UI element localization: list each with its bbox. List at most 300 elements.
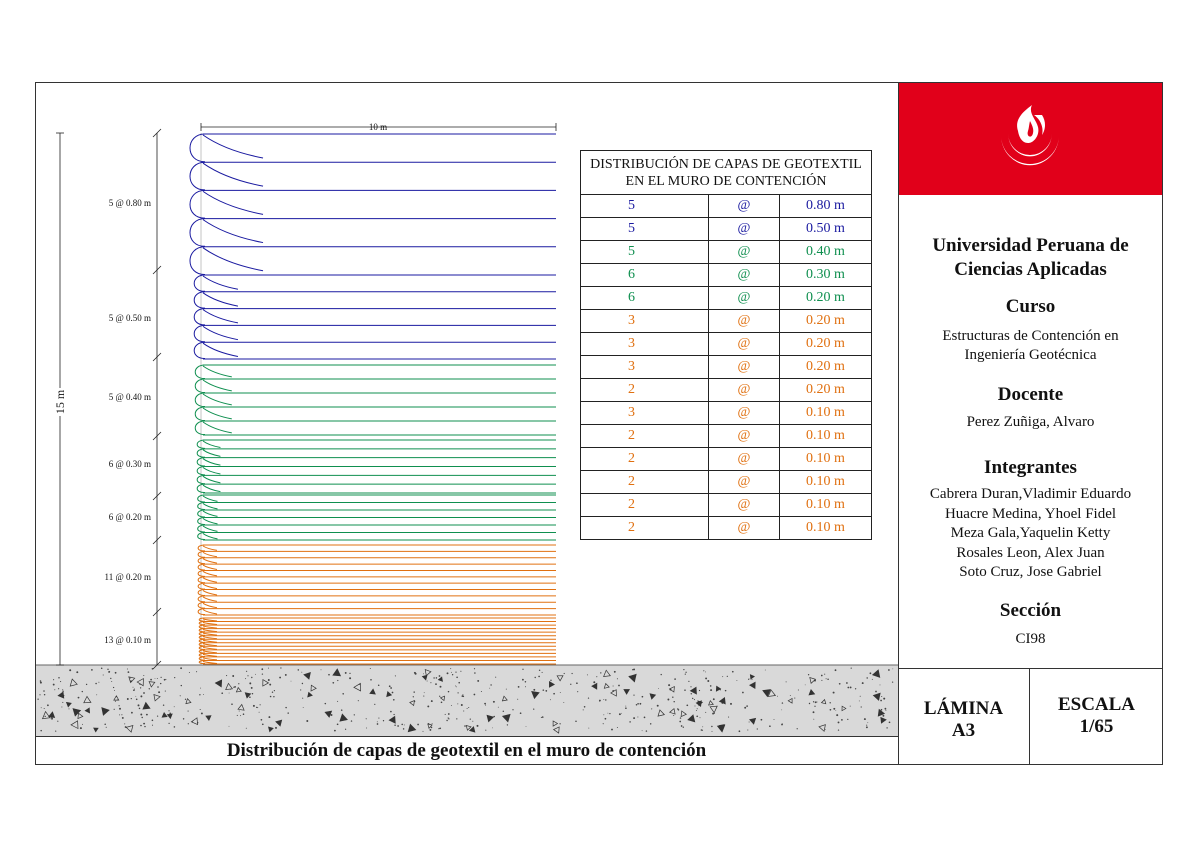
ground-speck bbox=[702, 726, 703, 727]
ground-speck bbox=[104, 723, 106, 725]
ground-speck bbox=[451, 705, 452, 706]
ground-speck bbox=[484, 703, 486, 705]
at-symbol-cell: @ bbox=[709, 333, 780, 356]
ground-speck bbox=[161, 677, 162, 678]
teacher-name: Perez Zuñiga, Alvaro bbox=[966, 414, 1095, 430]
ground-speck bbox=[392, 692, 394, 694]
geotextile-wrap bbox=[198, 503, 218, 510]
ground-speck bbox=[545, 690, 547, 692]
member-name: Huacre Medina, Yhoel Fidel bbox=[944, 505, 1117, 522]
ground-speck bbox=[370, 668, 371, 669]
ground-speck bbox=[152, 720, 154, 722]
ground-speck bbox=[377, 721, 378, 722]
ground-speck bbox=[786, 681, 787, 682]
ground-speck bbox=[633, 694, 634, 695]
ground-speck bbox=[485, 705, 486, 706]
ground-speck bbox=[44, 694, 45, 695]
ground-speck bbox=[769, 725, 771, 727]
ground-speck bbox=[300, 689, 301, 690]
table-header bbox=[581, 151, 872, 195]
ground-speck bbox=[761, 719, 763, 721]
ground-speck bbox=[229, 693, 230, 694]
ground-speck bbox=[54, 689, 55, 690]
ground-speck bbox=[872, 679, 873, 680]
ground-speck bbox=[455, 685, 456, 686]
ground-speck bbox=[472, 721, 473, 722]
ground-speck bbox=[229, 726, 230, 727]
ground-speck bbox=[870, 672, 872, 674]
ground-speck bbox=[588, 697, 589, 698]
table-header-row bbox=[581, 151, 872, 195]
ground-speck bbox=[644, 717, 646, 719]
ground-speck bbox=[880, 700, 882, 702]
ground-speck bbox=[866, 725, 867, 726]
ground-speck bbox=[462, 694, 463, 695]
ground-speck bbox=[157, 678, 158, 679]
ground-speck bbox=[797, 728, 798, 729]
ground-speck bbox=[703, 670, 704, 671]
ground-speck bbox=[427, 705, 429, 707]
ground-speck bbox=[736, 680, 737, 681]
layer-count-cell: 5 bbox=[581, 195, 709, 218]
ground-speck bbox=[226, 675, 227, 676]
ground-speck bbox=[749, 722, 750, 723]
ground-speck bbox=[685, 672, 686, 673]
ground-speck bbox=[139, 708, 141, 710]
ground-speck bbox=[370, 679, 372, 681]
ground-speck bbox=[629, 721, 631, 723]
ground-speck bbox=[91, 669, 93, 671]
ground-speck bbox=[53, 684, 55, 686]
table-row bbox=[581, 356, 872, 379]
sheet-label: LÁMINA bbox=[923, 698, 1004, 719]
ground-speck bbox=[430, 682, 431, 683]
ground-speck bbox=[133, 687, 134, 688]
ground-speck bbox=[839, 683, 841, 685]
ground-speck bbox=[143, 675, 144, 676]
upc-logo-icon bbox=[899, 83, 1162, 195]
ground-speck bbox=[805, 684, 806, 685]
ground-speck bbox=[429, 729, 431, 731]
ground-speck bbox=[121, 714, 122, 715]
ground-speck bbox=[458, 682, 460, 684]
ground-speck bbox=[40, 730, 42, 732]
ground-speck bbox=[576, 682, 578, 684]
ground-speck bbox=[270, 696, 272, 698]
ground-speck bbox=[603, 699, 604, 700]
ground-speck bbox=[62, 689, 63, 690]
ground-speck bbox=[781, 724, 783, 726]
table-row bbox=[581, 310, 872, 333]
ground-speck bbox=[58, 688, 59, 689]
ground-speck bbox=[542, 716, 544, 718]
ground-speck bbox=[390, 687, 392, 689]
ground-speck bbox=[621, 713, 622, 714]
ground-speck bbox=[696, 710, 697, 711]
layer-count-cell: 6 bbox=[581, 264, 709, 287]
ground-speck bbox=[882, 715, 884, 717]
ground-speck bbox=[794, 698, 795, 699]
ground-speck bbox=[337, 723, 339, 725]
ground-speck bbox=[114, 709, 115, 710]
ground-speck bbox=[867, 722, 868, 723]
ground-speck bbox=[245, 678, 246, 679]
ground-speck bbox=[131, 698, 132, 699]
ground-speck bbox=[461, 704, 463, 706]
geotextile-wrap bbox=[197, 440, 220, 448]
ground-speck bbox=[366, 718, 367, 719]
ground-speck bbox=[261, 668, 263, 670]
ground-speck bbox=[273, 696, 274, 697]
ground-speck bbox=[744, 707, 746, 709]
ground-speck bbox=[880, 684, 881, 685]
ground-speck bbox=[747, 729, 748, 730]
ground-speck bbox=[739, 730, 741, 732]
ground-speck bbox=[821, 680, 822, 681]
ground-speck bbox=[777, 696, 778, 697]
ground-speck bbox=[164, 679, 166, 681]
section-dimension-label: 5 @ 0.80 m bbox=[108, 198, 151, 208]
ground-speck bbox=[140, 725, 142, 727]
ground-speck bbox=[301, 672, 302, 673]
ground-speck bbox=[611, 729, 613, 731]
ground-speck bbox=[243, 713, 245, 715]
spacing-cell: 0.20 m bbox=[780, 379, 872, 402]
ground-speck bbox=[609, 713, 610, 714]
ground-speck bbox=[600, 672, 601, 673]
layer-count-cell: 2 bbox=[581, 517, 709, 540]
ground-speck bbox=[468, 707, 469, 708]
layer-count-cell: 3 bbox=[581, 356, 709, 379]
ground-speck bbox=[395, 675, 396, 676]
ground-speck bbox=[525, 681, 527, 683]
ground-speck bbox=[274, 690, 275, 691]
ground-speck bbox=[334, 730, 336, 732]
ground-speck bbox=[575, 720, 577, 722]
ground-speck bbox=[535, 677, 536, 678]
ground-speck bbox=[95, 683, 97, 685]
ground-speck bbox=[287, 712, 288, 713]
layer-count-cell: 6 bbox=[581, 287, 709, 310]
ground-speck bbox=[332, 682, 334, 684]
table-row bbox=[581, 333, 872, 356]
ground-speck bbox=[233, 687, 234, 688]
ground-speck bbox=[439, 696, 440, 697]
ground-speck bbox=[134, 689, 135, 690]
at-symbol-cell: @ bbox=[709, 356, 780, 379]
teacher-heading: Docente bbox=[997, 384, 1064, 405]
ground-speck bbox=[240, 715, 241, 716]
ground-speck bbox=[452, 674, 453, 675]
ground-speck bbox=[157, 686, 159, 688]
at-symbol-cell: @ bbox=[709, 425, 780, 448]
geotextile-wrap bbox=[197, 449, 220, 457]
ground-speck bbox=[727, 676, 728, 677]
ground-speck bbox=[40, 682, 42, 684]
ground-speck bbox=[275, 727, 277, 729]
ground-speck bbox=[231, 703, 233, 705]
at-symbol-cell: @ bbox=[709, 402, 780, 425]
spacing-cell: 0.10 m bbox=[780, 494, 872, 517]
ground-speck bbox=[61, 707, 62, 708]
ground-speck bbox=[470, 718, 471, 719]
ground-speck bbox=[143, 692, 145, 694]
geotextile-wrap bbox=[198, 510, 218, 517]
layer-count-cell: 2 bbox=[581, 379, 709, 402]
ground-speck bbox=[337, 701, 338, 702]
ground-speck bbox=[39, 694, 40, 695]
ground-speck bbox=[349, 677, 351, 679]
ground-speck bbox=[886, 727, 887, 728]
ground-speck bbox=[862, 682, 864, 684]
width-dimension-label: 10 m bbox=[368, 122, 388, 132]
section-dimension-labels bbox=[104, 198, 151, 645]
members-list bbox=[898, 485, 1163, 583]
ground-speck bbox=[246, 728, 247, 729]
ground-speck bbox=[813, 701, 814, 702]
ground-speck bbox=[252, 693, 253, 694]
ground-speck bbox=[448, 717, 449, 718]
ground-speck bbox=[146, 714, 148, 716]
ground-speck bbox=[446, 720, 447, 721]
ground-speck bbox=[183, 718, 184, 719]
ground-speck bbox=[765, 670, 766, 671]
ground-speck bbox=[477, 725, 479, 727]
ground-speck bbox=[699, 690, 700, 691]
ground-speck bbox=[113, 687, 114, 688]
ground-speck bbox=[774, 719, 775, 720]
ground-speck bbox=[401, 724, 403, 726]
ground-speck bbox=[697, 708, 698, 709]
ground-speck bbox=[366, 728, 367, 729]
ground-speck bbox=[883, 698, 885, 700]
ground-speck bbox=[821, 675, 823, 677]
ground-speck bbox=[847, 687, 849, 689]
ground-speck bbox=[625, 706, 626, 707]
ground-speck bbox=[262, 723, 264, 725]
ground-speck bbox=[60, 681, 61, 682]
ground-speck bbox=[866, 677, 867, 678]
table-row bbox=[581, 218, 872, 241]
ground-speck bbox=[492, 728, 493, 729]
ground-speck bbox=[553, 693, 555, 695]
ground-speck bbox=[448, 691, 450, 693]
ground-speck bbox=[892, 681, 893, 682]
ground-speck bbox=[455, 671, 456, 672]
ground-speck bbox=[577, 691, 578, 692]
spacing-cell: 0.10 m bbox=[780, 425, 872, 448]
spacing-cell: 0.50 m bbox=[780, 218, 872, 241]
ground-speck bbox=[651, 708, 652, 709]
layer-count-cell: 2 bbox=[581, 448, 709, 471]
ground-speck bbox=[881, 696, 882, 697]
ground-speck bbox=[351, 720, 352, 721]
ground-speck bbox=[185, 699, 186, 700]
ground-speck bbox=[331, 714, 333, 716]
ground-speck bbox=[619, 713, 621, 715]
ground-speck bbox=[427, 681, 428, 682]
ground-speck bbox=[712, 713, 714, 715]
ground-speck bbox=[180, 695, 181, 696]
ground-speck bbox=[667, 699, 669, 701]
ground-speck bbox=[495, 677, 496, 678]
ground-speck bbox=[474, 694, 476, 696]
spacing-cell: 0.20 m bbox=[780, 310, 872, 333]
ground-speck bbox=[268, 668, 269, 669]
ground-speck bbox=[607, 713, 608, 714]
ground-speck bbox=[103, 674, 104, 675]
ground-speck bbox=[614, 671, 616, 673]
ground-speck bbox=[712, 731, 713, 732]
ground-speck bbox=[539, 670, 540, 671]
ground-speck bbox=[685, 674, 686, 675]
geotextile-wrap bbox=[195, 421, 232, 435]
ground-speck bbox=[124, 723, 125, 724]
ground-speck bbox=[636, 704, 638, 706]
ground-speck bbox=[642, 730, 643, 731]
ground-speck bbox=[337, 680, 338, 681]
ground-speck bbox=[864, 718, 866, 720]
ground-speck bbox=[40, 680, 42, 682]
ground-speck bbox=[695, 706, 696, 707]
ground-speck bbox=[302, 698, 303, 699]
ground-speck bbox=[477, 680, 479, 682]
ground-speck bbox=[163, 704, 164, 705]
ground-speck bbox=[571, 673, 572, 674]
ground-speck bbox=[748, 679, 749, 680]
at-symbol-cell: @ bbox=[709, 241, 780, 264]
ground-speck bbox=[885, 710, 886, 711]
ground-speck bbox=[246, 671, 247, 672]
ground-speck bbox=[690, 686, 691, 687]
sheet-value: A3 bbox=[951, 720, 976, 741]
ground-speck bbox=[349, 673, 350, 674]
ground-speck bbox=[378, 718, 379, 719]
ground-speck bbox=[859, 700, 860, 701]
ground-speck bbox=[691, 693, 692, 694]
ground-speck bbox=[423, 731, 424, 732]
ground-speck bbox=[249, 696, 251, 698]
ground-speck bbox=[683, 669, 684, 670]
ground-speck bbox=[668, 684, 670, 686]
ground-speck bbox=[866, 726, 868, 728]
ground-speck bbox=[424, 692, 425, 693]
ground-speck bbox=[251, 687, 253, 689]
ground-speck bbox=[481, 691, 482, 692]
ground-speck bbox=[550, 699, 551, 700]
spacing-cell: 0.80 m bbox=[780, 195, 872, 218]
spacing-cell: 0.30 m bbox=[780, 264, 872, 287]
ground-speck bbox=[732, 671, 734, 673]
ground-speck bbox=[130, 678, 131, 679]
geotextile-wrap bbox=[198, 495, 218, 502]
ground-speck bbox=[694, 699, 695, 700]
ground-speck bbox=[490, 684, 491, 685]
ground-speck bbox=[851, 668, 852, 669]
ground-speck bbox=[291, 681, 292, 682]
ground-speck bbox=[377, 723, 379, 725]
ground-speck bbox=[414, 672, 416, 674]
ground-speck bbox=[757, 728, 758, 729]
university-name-line1: Universidad Peruana de bbox=[932, 235, 1129, 256]
layer-count-cell: 2 bbox=[581, 471, 709, 494]
ground-speck bbox=[441, 701, 443, 703]
members-heading: Integrantes bbox=[984, 457, 1077, 478]
ground-speck bbox=[447, 672, 449, 674]
spacing-cell: 0.10 m bbox=[780, 471, 872, 494]
ground-speck bbox=[141, 717, 142, 718]
section-dimension-label: 11 @ 0.20 m bbox=[104, 572, 151, 582]
ground-speck bbox=[728, 717, 729, 718]
ground-speck bbox=[829, 702, 830, 703]
ground-speck bbox=[393, 699, 395, 701]
ground-speck bbox=[456, 718, 457, 719]
ground-speck bbox=[272, 691, 273, 692]
ground-speck bbox=[493, 701, 495, 703]
ground-speck bbox=[640, 703, 642, 705]
ground-speck bbox=[394, 724, 395, 725]
ground-speck bbox=[498, 707, 499, 708]
ground-speck bbox=[813, 711, 815, 713]
ground-speck bbox=[188, 723, 189, 724]
ground-speck bbox=[674, 678, 676, 680]
member-name: Soto Cruz, Jose Gabriel bbox=[959, 564, 1102, 580]
ground-speck bbox=[861, 706, 862, 707]
ground-speck bbox=[37, 699, 38, 700]
ground-speck bbox=[413, 696, 414, 697]
ground-speck bbox=[96, 694, 97, 695]
ground-speck bbox=[550, 680, 551, 681]
ground-speck bbox=[188, 711, 189, 712]
ground-speck bbox=[155, 678, 156, 679]
spacing-cell: 0.40 m bbox=[780, 241, 872, 264]
ground-speck bbox=[474, 672, 476, 674]
ground-speck bbox=[705, 671, 706, 672]
ground-speck bbox=[875, 691, 877, 693]
ground-speck bbox=[833, 708, 835, 710]
ground-speck bbox=[249, 682, 251, 684]
ground-speck bbox=[238, 683, 239, 684]
ground-speck bbox=[596, 676, 597, 677]
ground-speck bbox=[838, 721, 840, 723]
ground-speck bbox=[512, 709, 513, 710]
ground-speck bbox=[119, 708, 121, 710]
ground-speck bbox=[128, 671, 130, 673]
geotextile-wrap bbox=[198, 518, 218, 525]
ground-speck bbox=[111, 681, 112, 682]
spacing-cell: 0.20 m bbox=[780, 333, 872, 356]
at-symbol-cell: @ bbox=[709, 448, 780, 471]
layer-count-cell: 5 bbox=[581, 241, 709, 264]
ground-speck bbox=[45, 716, 46, 717]
ground-speck bbox=[404, 724, 405, 725]
ground-speck bbox=[374, 704, 375, 705]
ground-speck bbox=[389, 685, 391, 687]
geotextile-wrap bbox=[197, 484, 220, 492]
ground-speck bbox=[78, 697, 80, 699]
section-code: CI98 bbox=[1015, 631, 1046, 647]
ground-speck bbox=[144, 726, 145, 727]
ground-speck bbox=[518, 686, 520, 688]
ground-speck bbox=[140, 714, 142, 716]
ground-speck bbox=[782, 702, 783, 703]
ground-speck bbox=[136, 699, 138, 701]
ground-speck bbox=[199, 694, 200, 695]
ground-speck bbox=[456, 686, 457, 687]
ground-speck bbox=[485, 730, 486, 731]
ground-speck bbox=[303, 707, 304, 708]
ground-speck bbox=[672, 696, 673, 697]
